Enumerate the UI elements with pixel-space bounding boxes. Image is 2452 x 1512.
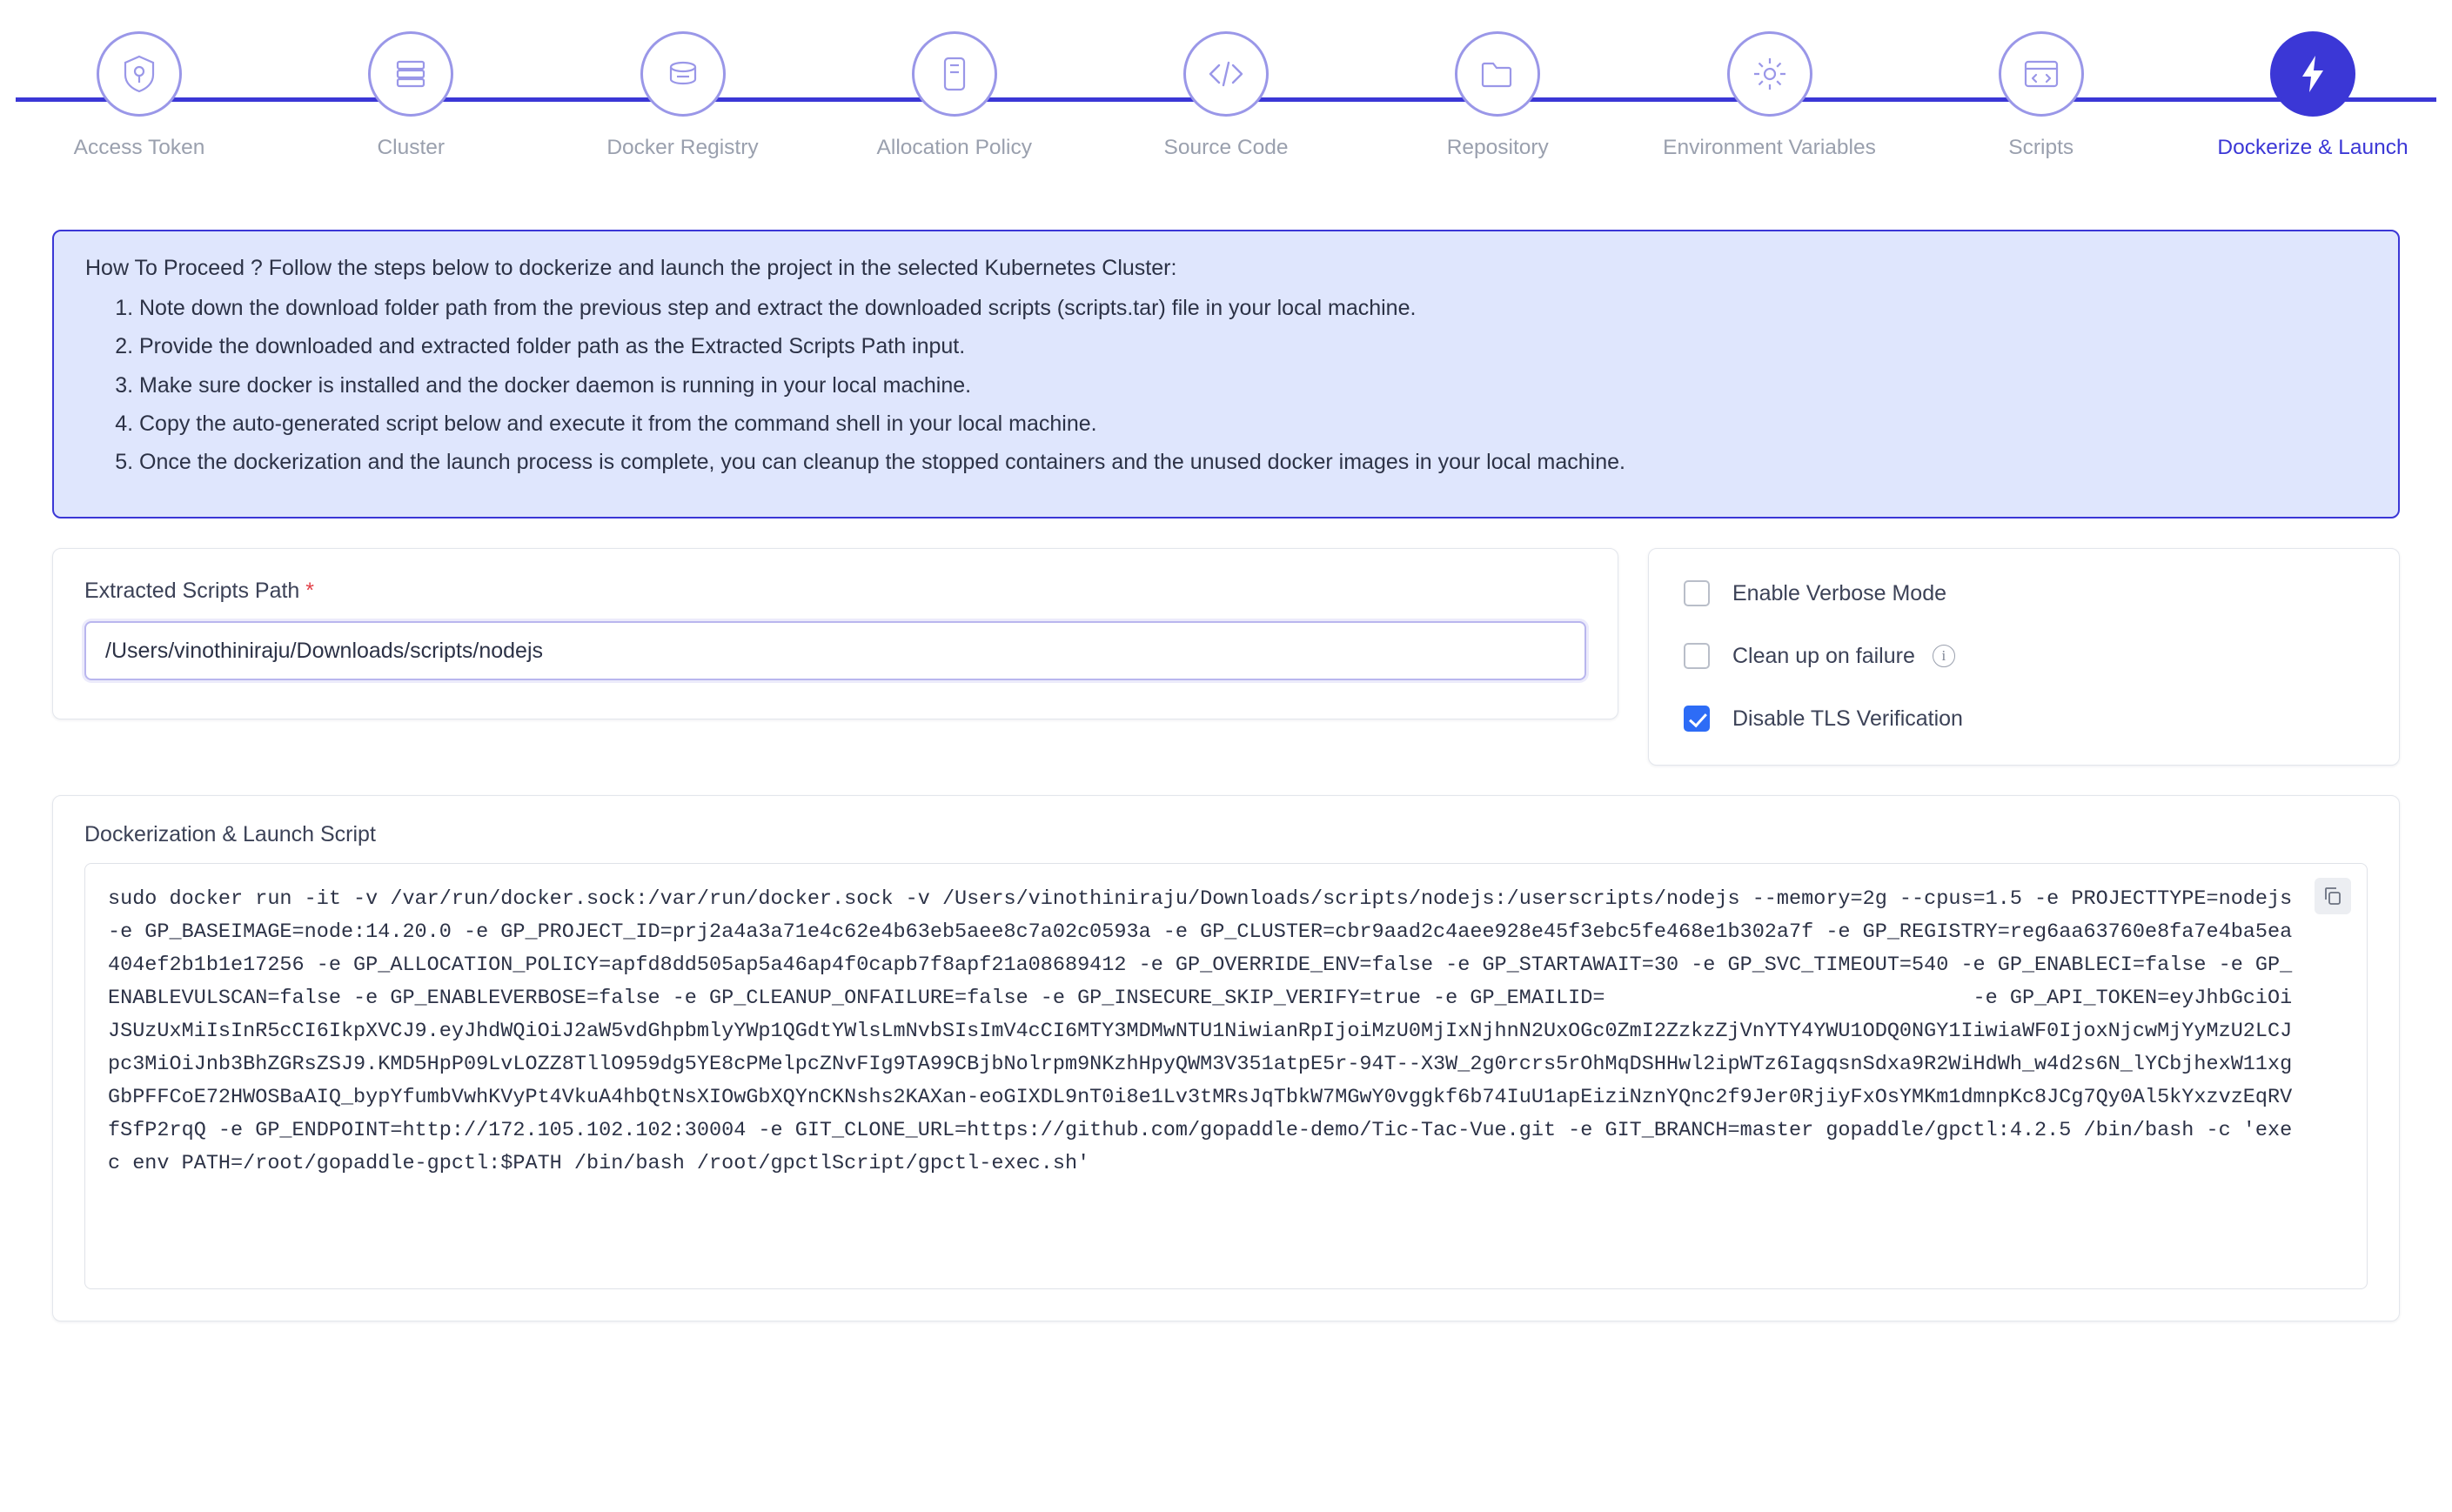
copy-icon[interactable] [2315, 878, 2351, 914]
step-label: Allocation Policy [876, 136, 1032, 159]
step-circle [1727, 31, 1812, 117]
step-cluster[interactable] [324, 31, 498, 160]
dockerization-launch-script-card [52, 795, 2400, 1321]
script-icon [2022, 58, 2060, 90]
wizard-stepper [0, 0, 2452, 217]
cluster-icon [392, 56, 429, 92]
options-card [1648, 548, 2400, 766]
step-access-token[interactable] [52, 31, 226, 160]
step-circle [97, 31, 182, 117]
code-icon [1207, 59, 1245, 89]
list-item: 3. Make sure docker is installed and the docker daemon is running in your local machine. [139, 372, 2367, 399]
step-label: Dockerize & Launch [2217, 136, 2408, 159]
step-label: Docker Registry [606, 136, 759, 159]
step-label: Repository [1446, 136, 1549, 159]
registry-icon [665, 56, 701, 92]
script-text: sudo docker run -it -v /var/run/docker.sock:/var/run/docker.sock -v /Users/vinothiniraju/Downloads/scripts/nodejs:/userscripts/nodejs --memory=2g --cpus=1.5 -e PROJECTTYPE=nodejs -e GP_BASEIMAGE=node:14.20.0 -e GP_PROJECT_ID=prj2a4a3a71e4c62e4b63eb5aee8c7a02c0593a -e GP_CLUSTER=cbr9aad2c4aee928e45f3ebc5fe468e1b302a7f -e GP_REGISTRY=reg6aa63760e8fa7e4ba5ea404ef2b1b1e17256 -e GP_ALLOCATION_POLICY=apfd8dd505ap5a46ap4f0capb7f8apf21a08689412 -e GP_OVERRIDE_ENV=false -e GP_STARTAWAIT=30 -e GP_SVC_TIMEOUT=540 -e GP_ENABLECI=false -e GP_ENABLEVULSCAN=false -e GP_ENABLEVERBOSE=false -e GP_CLEANUP_ONFAILURE=false -e GP_INSECURE_SKIP_VERIFY=true -e GP_EMAILID= -e GP_API_TOKEN=eyJhbGciOiJSUzUxMiIsInR5cCI6IkpXVCJ9.eyJhdWQiOiJ2aW5vdGhpbmlyYWp1QGdtYWlsLmNvbSIsImV4cCI6MTY3MDMwNTU1NiwianRpIjoiMzU0MjIxNjhnN2UxOGc0ZmI2ZzkzZjVnYTY4YWU1ODQ0NGY1IiwiaWF0IjoxNjcwMjYyMzU2LCJpc3MiOiJnb3BhZGRsZSJ9.KMD5HpP09LvLOZZ8TllO959dg5YE8cPMelpcZNvFIg9TA99CBjbNolrpm9NKzhHpyQWM3V351atpE5r-94T--X3W_2g0rcrs5rOhMqDSHHwl2ipWTz6IagqsnSdxa9R2WiHdWh_w4d2s6N_lYCbjhexW11xgGbPFFCoE72HWOSBaAIQ_bypYfumbVwhKVyPt4VkuA4hbQtNsXIOwGbXQYnCKNshs2KAXan-eoGIXDL9nT0i8e1Lv3tMRsJqTbkW7MGwY0vggkf6b74IuU1apEiziNznYQnc2f9Jer0RjiyFxOsYMKm1dmnpKc8JCg7Qy0Al5kYxzvzEqRVfSfP2rqQ -e GP_ENDPOINT=http://172.105.102.102:30004 -e GIT_CLONE_URL=https://github.com/gopaddle-demo/Tic-Tac-Vue.git -e GIT_BRANCH=master gopaddle/gpctl:4.2.5 /bin/bash -c 'exec env PATH=/root/gopaddle-gpctl:$PATH /bin/bash /root/gpctlScript/gpctl-exec.sh' [108, 887, 2305, 1176]
step-circle [912, 31, 997, 117]
option-label: Disable TLS Verification [1732, 706, 1963, 731]
label-text: Extracted Scripts Path [84, 579, 300, 604]
step-docker-registry[interactable] [596, 31, 770, 160]
info-icon[interactable]: i [1933, 645, 1955, 667]
option-label: Enable Verbose Mode [1732, 580, 1947, 605]
extracted-scripts-path-input[interactable] [84, 621, 1586, 680]
how-to-proceed-banner [52, 230, 2400, 518]
script-box[interactable] [84, 863, 2368, 1289]
step-label: Environment Variables [1663, 136, 1876, 159]
step-circle [368, 31, 453, 117]
step-environment-variables[interactable] [1663, 31, 1876, 160]
option-enable-verbose-mode[interactable] [1684, 580, 2364, 606]
step-circle [1999, 31, 2084, 117]
folder-icon [1479, 58, 1516, 90]
option-disable-tls-verification[interactable] [1684, 706, 2364, 732]
step-label: Cluster [377, 136, 446, 159]
step-source-code[interactable] [1139, 31, 1313, 160]
extracted-scripts-path-label [84, 579, 1586, 604]
step-label: Access Token [73, 136, 205, 159]
step-scripts[interactable] [1954, 31, 2128, 160]
step-dockerize-launch[interactable] [2217, 31, 2408, 160]
step-circle [640, 31, 726, 117]
list-item: 1. Note down the download folder path from the previous step and extract the downloaded scripts (scripts.tar) file in your local machine. [139, 295, 2367, 322]
step-circle [1455, 31, 1540, 117]
gear-icon [1752, 56, 1788, 92]
list-item: 4. Copy the auto-generated script below and execute it from the command shell in your local machine. [139, 411, 2367, 438]
option-clean-up-on-failure[interactable] [1684, 643, 2364, 669]
step-circle [1183, 31, 1269, 117]
disable-tls-verification-checkbox[interactable] [1684, 706, 1710, 732]
banner-steps-list [85, 295, 2367, 476]
script-title: Dockerization & Launch Script [84, 822, 376, 847]
banner-title: How To Proceed ? Follow the steps below to dockerize and launch the project in the selected Kubernetes Cluster: [85, 256, 1177, 280]
token-icon [122, 55, 157, 93]
step-label: Source Code [1163, 136, 1289, 159]
policy-icon [938, 55, 971, 93]
step-label: Scripts [2008, 136, 2074, 159]
list-item: 2. Provide the downloaded and extracted folder path as the Extracted Scripts Path input. [139, 333, 2367, 360]
step-allocation-policy[interactable] [868, 31, 1042, 160]
enable-verbose-mode-checkbox[interactable] [1684, 580, 1710, 606]
step-circle-active [2270, 31, 2355, 117]
lightning-icon [2298, 54, 2328, 94]
required-marker: * [305, 579, 315, 604]
list-item: 5. Once the dockerization and the launch process is complete, you can cleanup the stopped containers and the unused docker images in your local machine. [139, 449, 2367, 476]
option-label: Clean up on failure [1732, 643, 1915, 668]
step-repository[interactable] [1410, 31, 1584, 160]
extracted-scripts-path-card [52, 548, 1618, 719]
clean-up-on-failure-checkbox[interactable] [1684, 643, 1710, 669]
